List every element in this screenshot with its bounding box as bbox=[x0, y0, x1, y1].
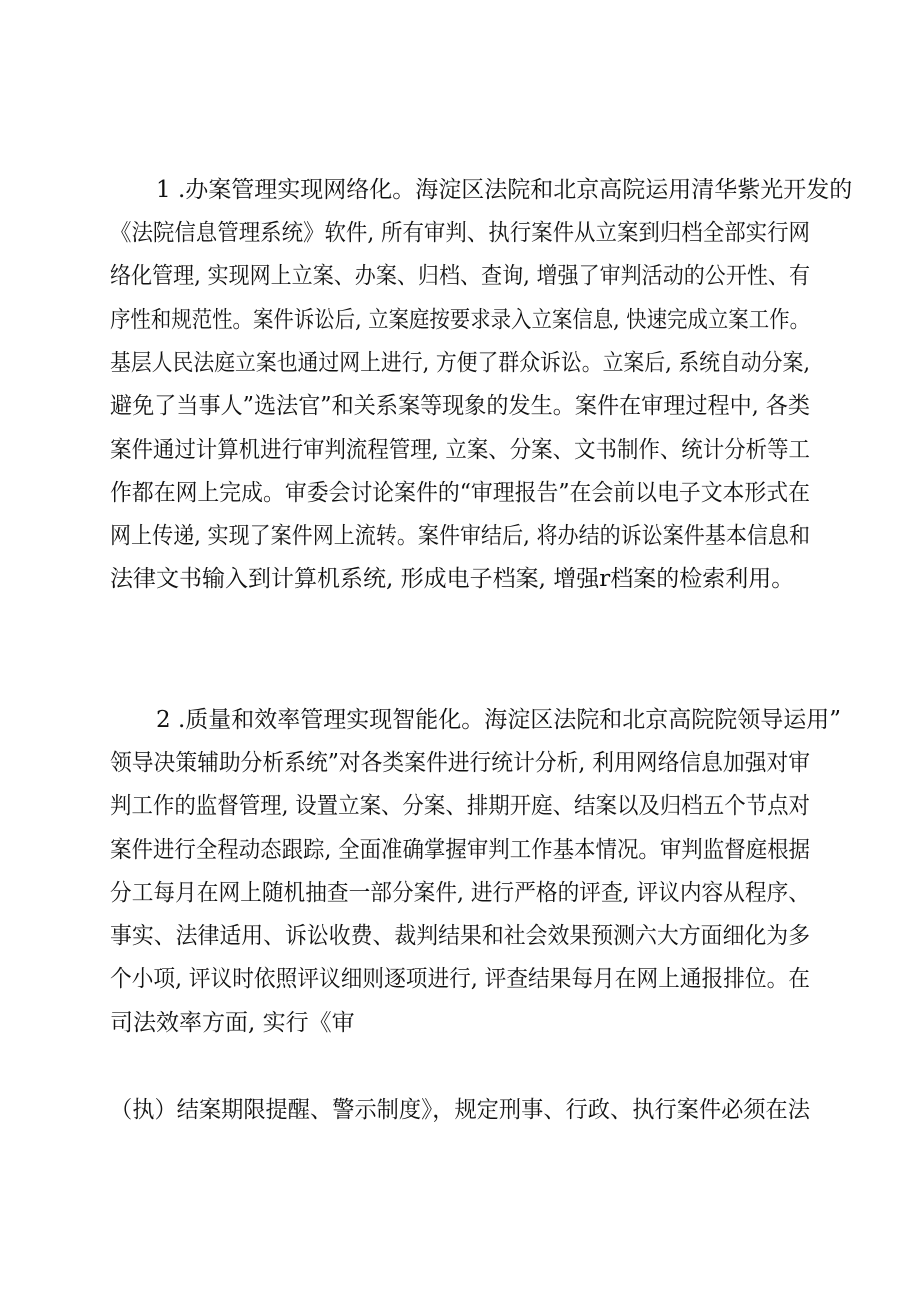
paragraph-1-line-2: 《法院信息管理系统》软件, 所有审判、执行案件从立案到归档全部实行网 bbox=[110, 220, 810, 246]
paragraph-2-line-9: （执）结案期限提醒、警示制度》，规定刑事、行政、执行案件必须在法 bbox=[110, 1097, 810, 1123]
paragraph-2-line-1: 2 .质量和效率管理实现智能化。海淀区法院和北京高院院领导运用” bbox=[156, 707, 842, 733]
paragraph-2-line-4: 案件进行全程动态跟踪, 全面准确掌握审判工作基本情况。审判监督庭根据 bbox=[110, 837, 810, 863]
paragraph-1-line-8: 作都在网上完成。审委会讨论案件的“审理报告”在会前以电子文本形式在 bbox=[110, 480, 810, 506]
paragraph-2-line-8: 司法效率方面, 实行《审 bbox=[110, 1010, 355, 1036]
paragraph-1-line-7: 案件通过计算机进行审判流程管理, 立案、分案、文书制作、统计分析等工 bbox=[110, 437, 810, 463]
paragraph-1-line-1: 1 .办案管理实现网络化。海淀区法院和北京高院运用清华紫光开发的 bbox=[156, 177, 853, 203]
paragraph-2-line-7: 个小项, 评议时依照评议细则逐项进行, 评查结果每月在网上通报排位。在 bbox=[110, 966, 810, 992]
paragraph-2-line-2: 领导决策辅助分析系统”对各类案件进行统计分析, 利用网络信息加强对审 bbox=[110, 750, 810, 776]
paragraph-1-line-3: 络化管理, 实现网上立案、办案、归档、查询, 增强了审判活动的公开性、有 bbox=[110, 263, 810, 289]
paragraph-1-line-6: 避免了当事人”选法官”和关系案等现象的发生。案件在审理过程中, 各类 bbox=[110, 393, 810, 419]
paragraph-1-line-5: 基层人民法庭立案也通过网上进行, 方便了群众诉讼。立案后, 系统自动分案, bbox=[110, 350, 810, 376]
paragraph-1-line-4: 序性和规范性。案件诉讼后, 立案庭按要求录入立案信息, 快速完成立案工作。 bbox=[110, 307, 810, 333]
paragraph-1-line-9: 网上传递, 实现了案件网上流转。案件审结后, 将办结的诉讼案件基本信息和 bbox=[110, 523, 810, 549]
paragraph-2-line-3: 判工作的监督管理, 设置立案、分案、排期开庭、结案以及归档五个节点对 bbox=[110, 793, 810, 819]
paragraph-2-line-5: 分工每月在网上随机抽查一部分案件, 进行严格的评查, 评议内容从程序、 bbox=[110, 880, 810, 906]
paragraph-2-line-6: 事实、法律适用、诉讼收费、裁判结果和社会效果预测六大方面细化为多 bbox=[110, 923, 810, 949]
paragraph-1-line-10: 法律文书输入到计算机系统, 形成电子档案, 增强r档案的检索利用。 bbox=[110, 566, 795, 592]
